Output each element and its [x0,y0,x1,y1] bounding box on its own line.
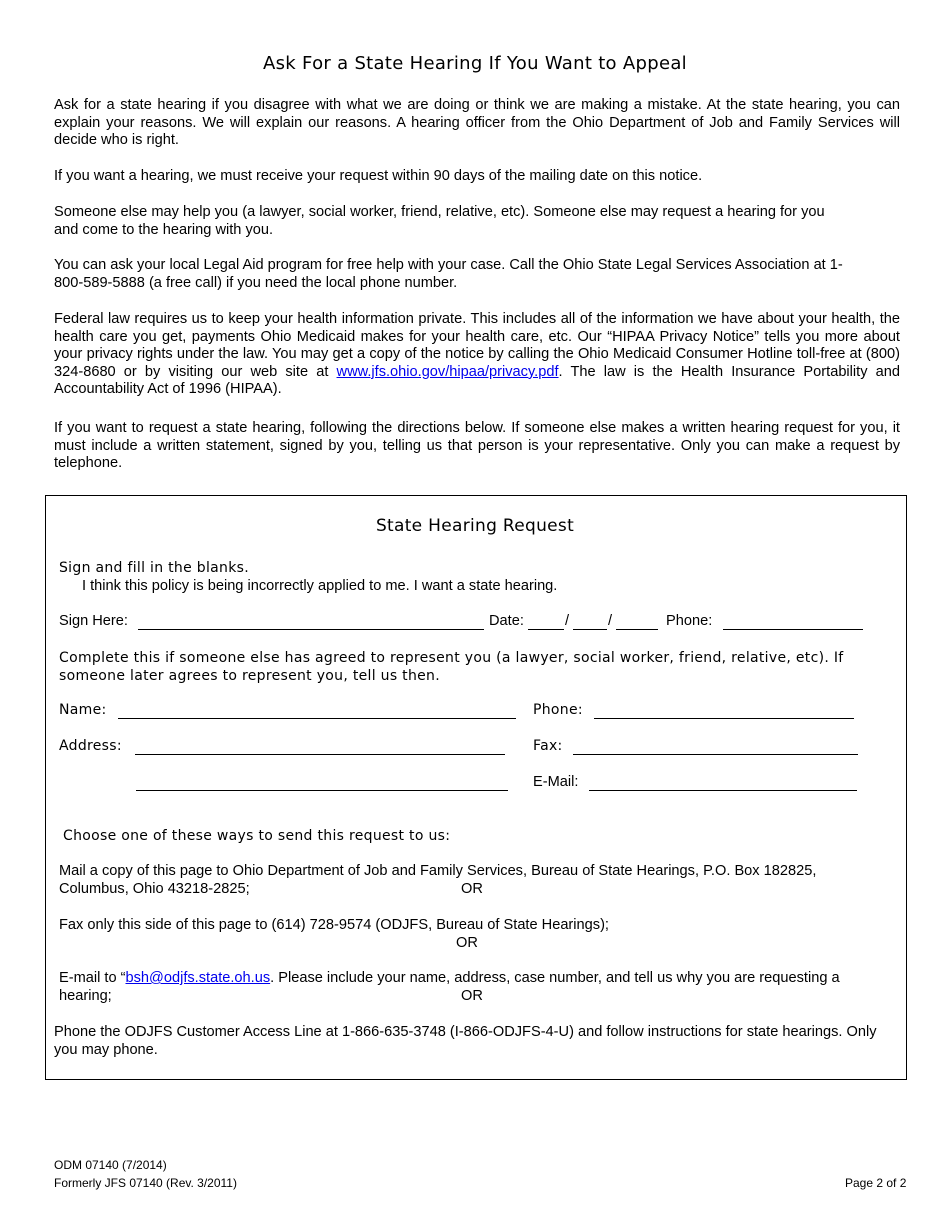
or-separator: OR [461,881,483,897]
legal-aid-paragraph: You can ask your local Legal Aid program for free help with your case. Call the Ohio State Legal Services Association at 1-800-589-5888 (a free call) if you need the local phone number. [54,257,843,291]
send-options-heading: Choose one of these ways to send this request to us: [63,828,451,844]
email-field[interactable] [589,790,857,791]
name-label: Name: [59,702,107,718]
representative-phone-label: Phone: [533,702,583,718]
address-label: Address: [59,738,122,754]
date-separator: / [608,613,613,629]
deadline-paragraph: If you want a hearing, we must receive your request within 90 days of the mailing date on this notice. [54,168,703,184]
representative-paragraph: Someone else may help you (a lawyer, social worker, friend, relative, etc). Someone else may request a hearing for you and come to the hearing with you. [54,204,825,238]
form-statement: I think this policy is being incorrectly applied to me. I want a state hearing. [82,578,558,594]
address-field-line1[interactable] [135,754,505,755]
or-separator: OR [456,935,478,951]
or-separator: OR [461,988,483,1004]
fax-field[interactable] [573,754,858,755]
phone-option: Phone the ODJFS Customer Access Line at 1-866-635-3748 (I-866-ODJFS-4-U) and follow instructions for state hearings. Only you may phone. [54,1024,877,1058]
phone-label: Phone: [666,613,713,629]
email-label: E-Mail: [533,774,579,790]
phone-field[interactable] [723,629,863,630]
date-year-field[interactable] [616,629,658,630]
representative-name-field[interactable] [118,718,516,719]
representative-phone-field[interactable] [594,718,854,719]
email-option-start: E-mail to “ [59,970,126,986]
former-form-number: Formerly JFS 07140 (Rev. 3/2011) [54,1176,237,1190]
email-option-end: . Please include your name, address, case number, and tell us why you are requesting a hearing; [59,970,840,1004]
date-day-field[interactable] [573,629,607,630]
form-title: State Hearing Request [375,516,575,536]
form-number: ODM 07140 (7/2014) [54,1158,167,1172]
intro-paragraph: Ask for a state hearing if you disagree with what we are doing or think we are making a mistake. At the state hearing, you can explain your reasons. We will explain our reasons. A hearing officer from the Ohio Department of Job and Family Services will decide who is right. [54,97,900,149]
page-title: Ask For a State Hearing If You Want to Appeal [263,53,687,74]
fax-label: Fax: [533,738,563,754]
signature-field[interactable] [138,629,484,630]
privacy-paragraph [54,311,900,399]
date-separator: / [565,613,570,629]
address-field-line2[interactable] [136,790,508,791]
sign-label: Sign Here: [59,613,128,629]
date-month-field[interactable] [528,629,564,630]
mail-option: Mail a copy of this page to Ohio Department of Job and Family Services, Bureau of State Hearings, P.O. Box 182825, Columbus, Ohio 43218-2825; [59,863,817,897]
privacy-text-start: Federal law requires us to keep your health information private. This includes all of the information we have about your health, the health care you get, payments Ohio Medicaid makes for your health care, etc. Our “HIPAA Privacy Notice” tells you more about your privacy rights under the law. You may get a copy of the notice by calling the Ohio Medicaid Consumer Hotline toll-free at (800) 324-8680 or by visiting our web site at [54,311,900,380]
representative-note: Complete this if someone else has agreed to represent you (a lawyer, social worker, friend, relative, etc). If someone later agrees to represent you, tell us then. [59,650,844,684]
hearings-email-link[interactable]: bsh@odjfs.state.oh.us [125,970,271,986]
privacy-notice-link[interactable]: www.jfs.ohio.gov/hipaa/privacy.pdf [336,363,559,380]
directions-paragraph: If you want to request a state hearing, following the directions below. If someone else makes a written hearing request for you, it must include a written statement, signed by you, telling us that person is your representative. Only you can make a request by telephone. [54,420,900,472]
date-label: Date: [489,613,524,629]
form-instruction: Sign and fill in the blanks. [59,560,249,576]
fax-option: Fax only this side of this page to (614) 728-9574 (ODJFS, Bureau of State Hearings); [59,917,609,933]
page-number: Page 2 of 2 [845,1176,907,1190]
privacy-text-end: . The law is the Health Insurance Portability and Accountability Act of 1996 (HIPAA). [54,363,900,398]
